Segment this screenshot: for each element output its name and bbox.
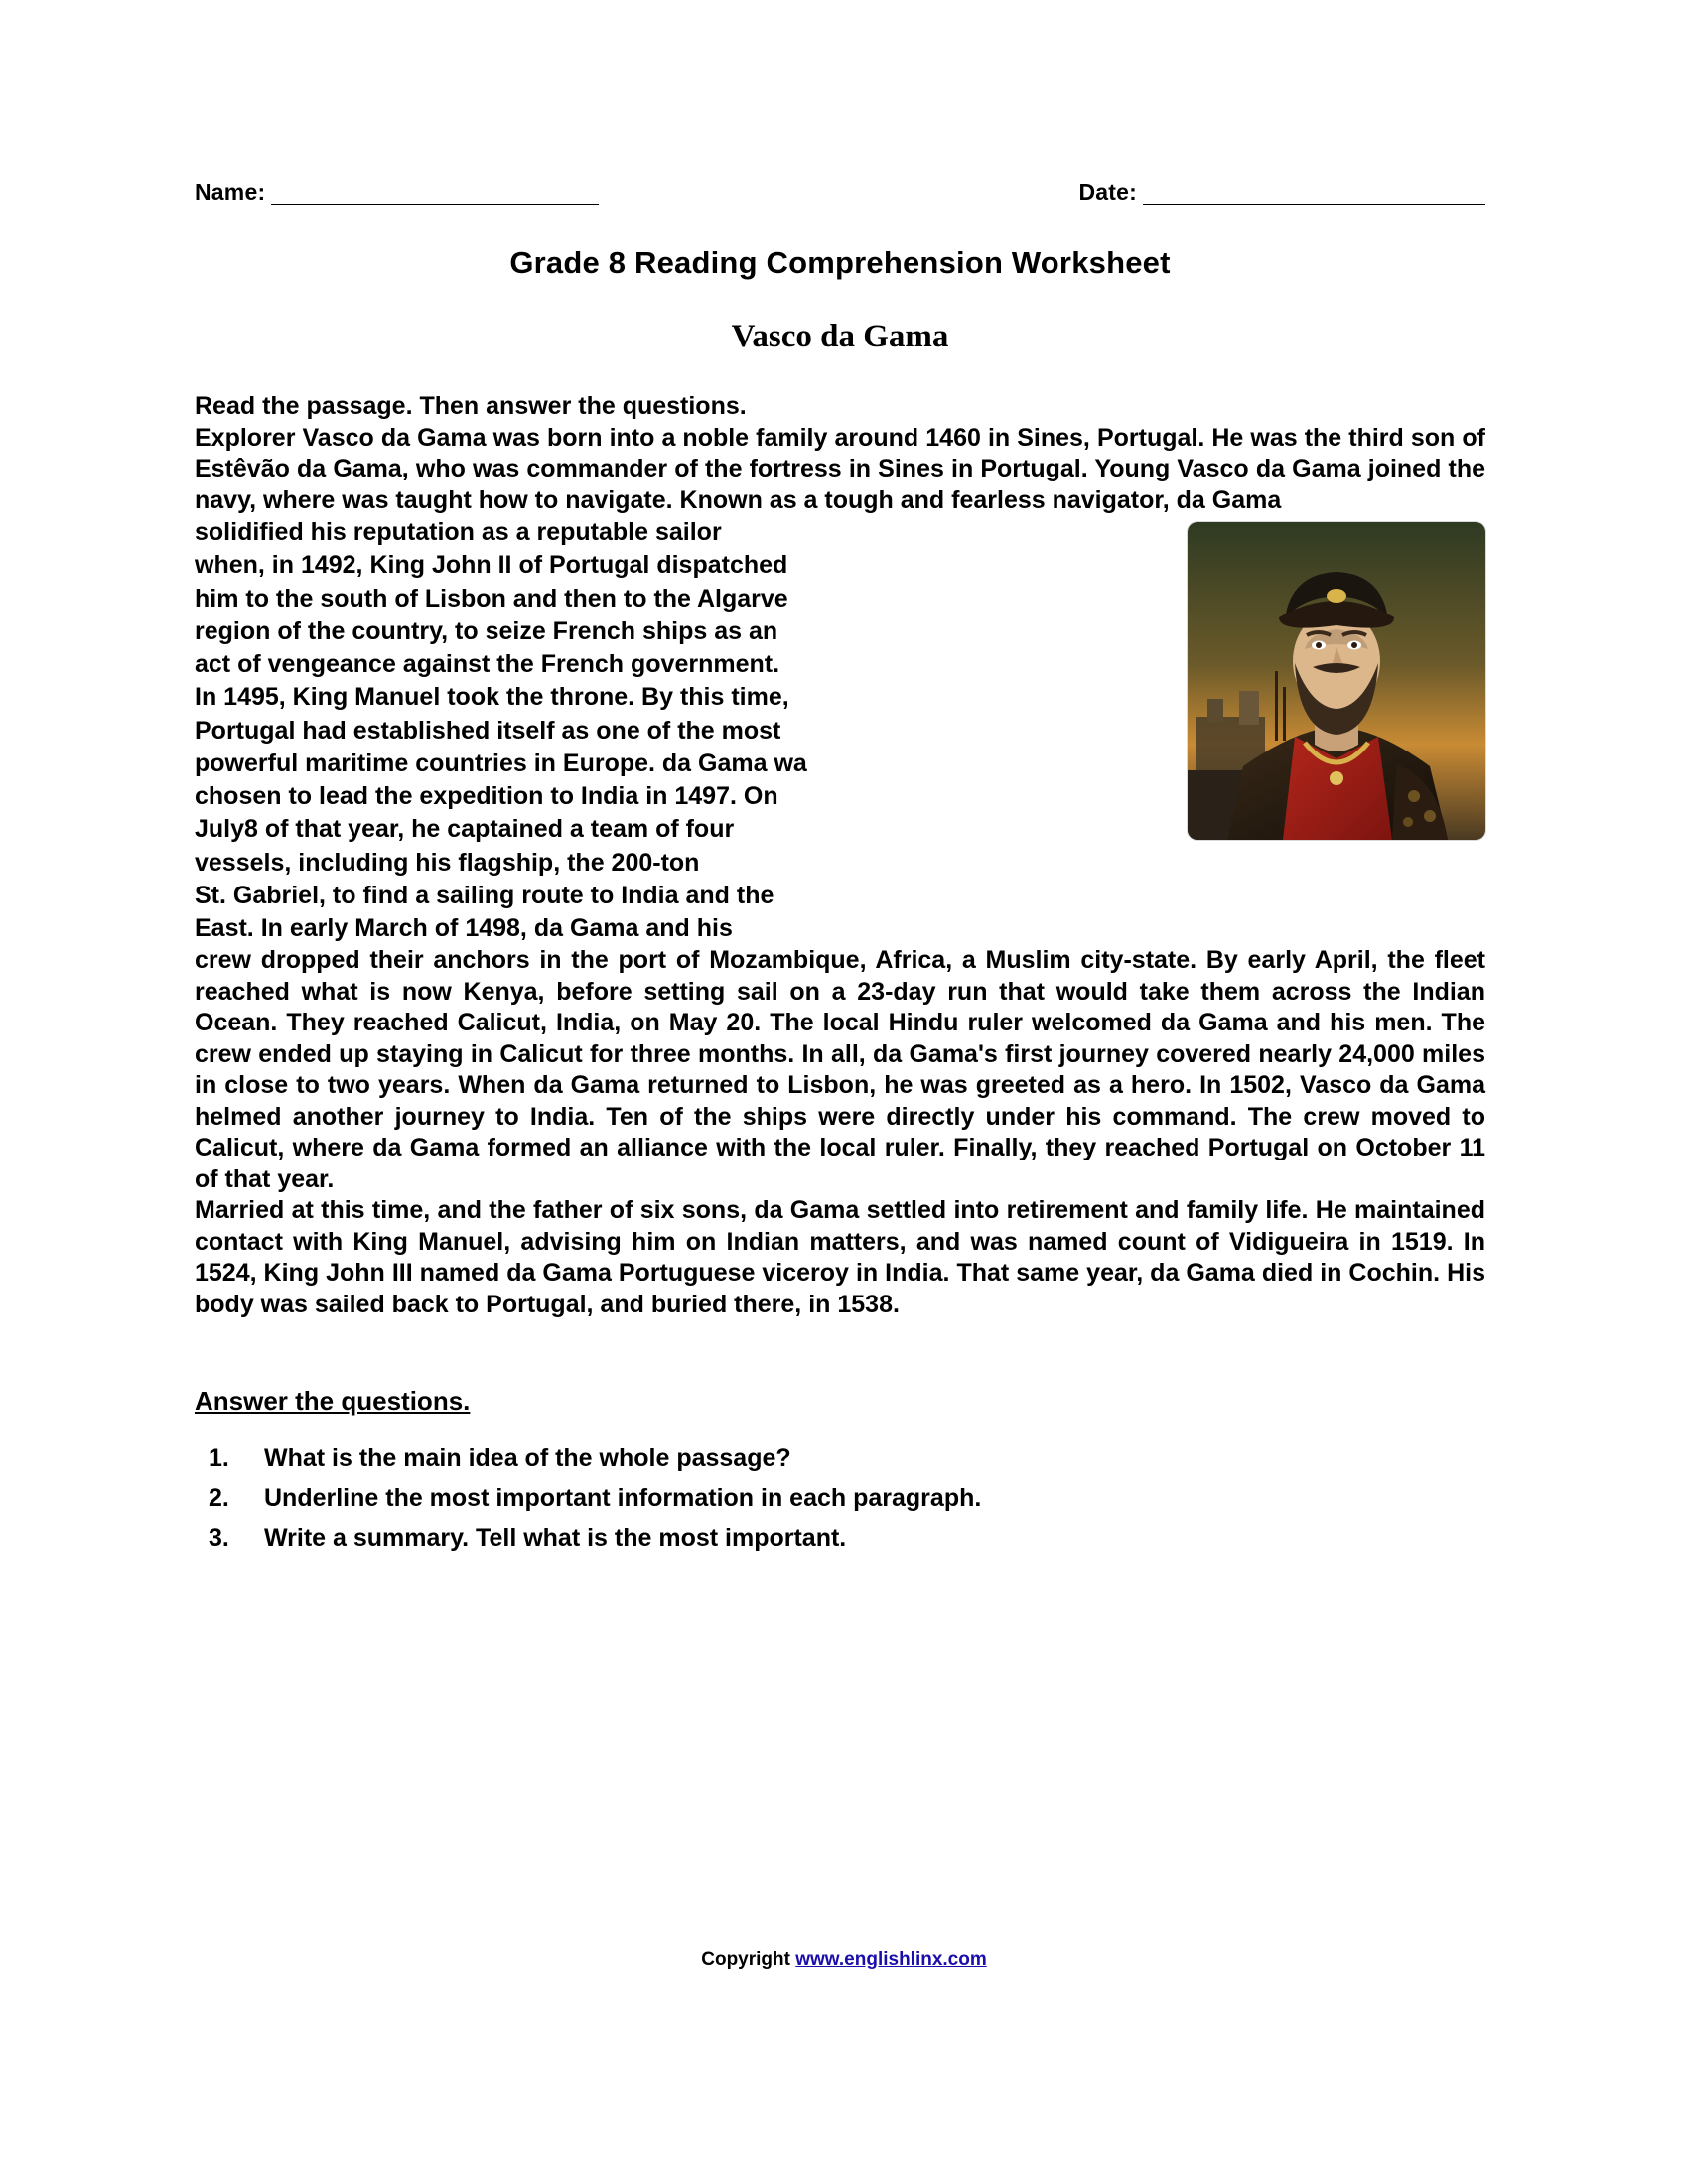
wrapped-line: solidified his reputation as a reputable sailor (195, 518, 722, 546)
header-row (195, 179, 1485, 205)
portrait-image (1188, 522, 1485, 840)
copyright-label: Copyright (701, 1949, 790, 1970)
wrapped-line: powerful maritime countries in Europe. da Gama wa (195, 749, 807, 777)
date-input-line[interactable] (1143, 184, 1485, 205)
passage-paragraph-3: Married at this time, and the father of six sons, da Gama settled into retirement and family life. He maintained contact with King Manuel, advising him on Indian matters, and was named count of Vidigueira in 1519. In 1524, King John III named da Gama Portuguese viceroy in India. That same year, da Gama died in Cochin. His body was sailed back to Portugal, and buried there, in 1538. (195, 1196, 1485, 1318)
wrapped-line: Portugal had established itself as one of the most (195, 716, 781, 745)
questions-list (195, 1438, 1485, 1558)
passage-title: Vasco da Gama (731, 319, 949, 354)
date-label: Date: (1078, 179, 1137, 205)
questions-heading: Answer the questions. (195, 1386, 471, 1417)
name-field (195, 179, 599, 205)
wrapped-line: chosen to lead the expedition to India in 1497. On (195, 782, 778, 810)
englishlinx-link[interactable]: www.englishlinx.com (795, 1949, 987, 1970)
list-item: Underline the most important information in each paragraph. (264, 1484, 982, 1513)
wrapped-line: region of the country, to seize French ships as an (195, 616, 778, 645)
worksheet-title: Grade 8 Reading Comprehension Worksheet (509, 245, 1171, 280)
reading-instruction: Read the passage. Then answer the questions. (195, 392, 747, 420)
list-item: What is the main idea of the whole passage? (264, 1444, 791, 1473)
passage-paragraph-1: Explorer Vasco da Gama was born into a noble family around 1460 in Sines, Portugal. He was the third son of Estêvão da Gama, who was commander of the fortress in Sines in Portugal. Young Vasco da Gama joined the navy, where was taught how to navigate. Known as a tough and fearless navigator, da Gama (195, 423, 1485, 514)
passage-wrap-block (195, 516, 1485, 945)
name-input-line[interactable] (271, 184, 599, 205)
list-item: Write a summary. Tell what is the most important. (264, 1524, 847, 1553)
passage-paragraph-2: crew dropped their anchors in the port of Mozambique, Africa, a Muslim city-state. By early April, the fleet reached what is now Kenya, before setting sail on a 23-day run that would take them across the Indian Ocean. They reached Calicut, India, on May 20. The local Hindu ruler welcomed da Gama and his men. The crew ended up staying in Calicut for three months. In all, da Gama's first journey covered nearly 24,000 miles in close to two years. When da Gama returned to Lisbon, he was greeted as a hero. In 1502, Vasco da Gama helmed another journey to India. Ten of the ships were directly under his command. The crew moved to Calicut, where da Gama formed an alliance with the local ruler. Finally, they reached Portugal on October 11 of that year. (195, 946, 1485, 1193)
name-label: Name: (195, 179, 266, 205)
wrapped-line: act of vengeance against the French government. (195, 650, 780, 678)
wrapped-line: July8 of that year, he captained a team of four (195, 815, 735, 844)
wrapped-line: St. Gabriel, to find a sailing route to India and the (195, 881, 774, 909)
date-field (1078, 179, 1485, 205)
wrapped-line: East. In early March of 1498, da Gama and his (195, 914, 733, 942)
wrapped-line: vessels, including his flagship, the 200-ton (195, 848, 700, 877)
footer (0, 1949, 1688, 1971)
wrapped-line: when, in 1492, King John II of Portugal dispatched (195, 551, 788, 580)
wrapped-line: In 1495, King Manuel took the throne. By this time, (195, 683, 789, 712)
worksheet-content (195, 179, 1485, 1558)
wrapped-line: him to the south of Lisbon and then to the Algarve (195, 584, 788, 613)
